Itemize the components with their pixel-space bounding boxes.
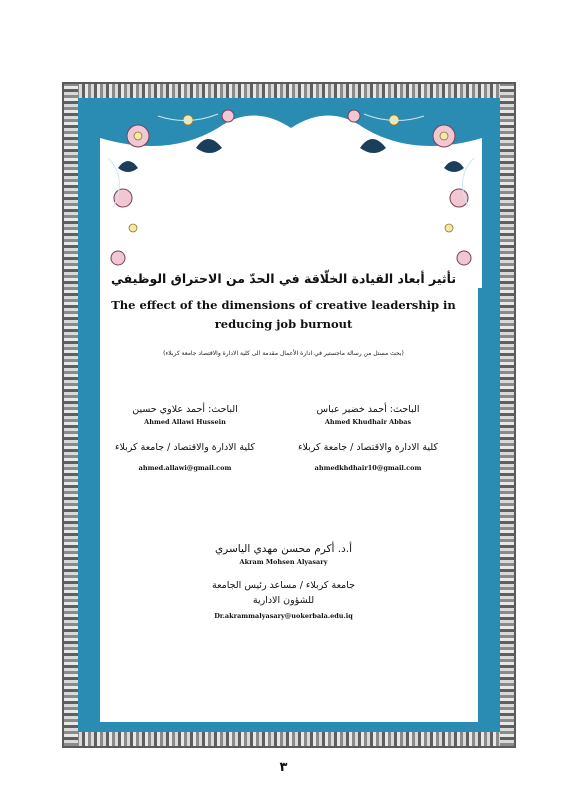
author-right-name-en: Ahmed Khudhair Abbas <box>324 418 412 426</box>
author-left-name-en: Ahmed Allawi Hussein <box>144 418 226 426</box>
author-left-name-ar: الباحث: أحمد علاوي حسين <box>132 404 238 415</box>
author-right-email: ahmedkhdhair10@gmail.com <box>314 464 422 472</box>
supervisor <box>0 543 567 620</box>
author-right-college: كلية الادارة والاقتصاد / جامعة كربلاء <box>298 442 438 453</box>
author-left-email: ahmed.allawi@gmail.com <box>138 464 232 472</box>
author-left <box>100 404 270 472</box>
english-title-line1: The effect of the dimensions of creative leadership in <box>111 298 456 312</box>
supervisor-email: Dr.akrammalyasary@uokerbala.edu.iq <box>214 612 353 620</box>
english-title <box>0 296 567 334</box>
arabic-title: تأثير أبعاد القيادة الخلّاقة في الحدّ من الاحتراق الوظيفي <box>110 271 457 286</box>
author-left-college: كلية الادارة والاقتصاد / جامعة كربلاء <box>115 442 255 453</box>
author-right-name-ar: الباحث: أحمد خضير عباس <box>316 404 420 415</box>
supervisor-name-en: Akram Mohsen Alyasary <box>239 558 328 566</box>
supervisor-name-ar: أ.د. أكرم محسن مهدي الياسري <box>214 543 353 555</box>
supervisor-affiliation: جامعة كربلاء / مساعد رئيس الجامعة للشؤون الادارية <box>211 580 356 606</box>
author-right <box>283 404 453 472</box>
thesis-note: (بحث مستل من رسالة ماجستير في ادارة الأعمال مقدمة الى كلية الادارة والاقتصاد جامعة كربلاء) <box>163 350 404 357</box>
page-number: ٣ <box>279 760 288 775</box>
english-title-line2: reducing job burnout <box>214 317 353 331</box>
